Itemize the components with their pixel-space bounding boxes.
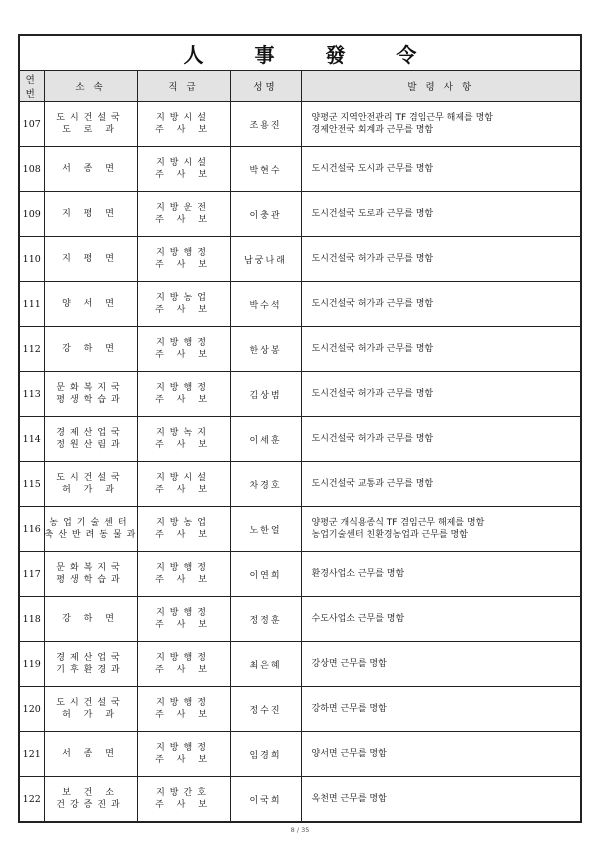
- department-cell: [44, 552, 137, 597]
- order-detail-line: 수도사업소 근무를 명함: [311, 614, 405, 624]
- header-no: 연번: [20, 71, 44, 102]
- order-details-cell: [301, 192, 580, 237]
- department-line: 경제산업국: [56, 428, 125, 438]
- grade-line: 지방행정: [156, 698, 211, 708]
- grade-cell: [137, 327, 230, 372]
- order-details-cell: [301, 732, 580, 777]
- order-details-cell: [301, 327, 580, 372]
- grade-line: 주 사 보: [155, 800, 212, 810]
- row-number: 116: [20, 507, 44, 552]
- grade-cell: [137, 687, 230, 732]
- grade-line: 지방행정: [156, 608, 211, 618]
- employee-name: 임경희: [230, 732, 301, 777]
- department-cell: [44, 777, 137, 822]
- grade-line: 주 사 보: [155, 350, 212, 360]
- department-cell: [44, 732, 137, 777]
- employee-name: 박현수: [230, 147, 301, 192]
- grade-line: 지방행정: [156, 338, 211, 348]
- department-line: 문화복지국: [56, 383, 125, 393]
- employee-name: 이국희: [230, 777, 301, 822]
- grade-line: 주 사 보: [155, 260, 212, 270]
- order-detail-line: 양평군 지역안전관리 TF 겸임근무 해제를 명함: [311, 113, 493, 123]
- grade-cell: [137, 192, 230, 237]
- grade-line: 주 사 보: [155, 755, 212, 765]
- department-line: 도시건설국: [56, 473, 125, 483]
- table-row: [20, 237, 580, 282]
- employee-name: 차경호: [230, 462, 301, 507]
- grade-cell: [137, 597, 230, 642]
- personnel-order-frame: [18, 34, 582, 823]
- document-title: 人 事 發 令: [20, 36, 580, 71]
- employee-name: 노한얼: [230, 507, 301, 552]
- department-line: 양 서 면: [62, 299, 119, 309]
- row-number: 119: [20, 642, 44, 687]
- department-cell: [44, 327, 137, 372]
- department-line: 도시건설국: [56, 113, 125, 123]
- order-detail-line: 도시건설국 허가과 근무를 명함: [311, 344, 434, 354]
- grade-cell: [137, 237, 230, 282]
- row-number: 107: [20, 102, 44, 147]
- employee-name: 남궁나래: [230, 237, 301, 282]
- order-details-cell: [301, 102, 580, 147]
- grade-cell: [137, 462, 230, 507]
- table-row: [20, 192, 580, 237]
- row-number: 122: [20, 777, 44, 822]
- department-cell: [44, 237, 137, 282]
- department-cell: [44, 597, 137, 642]
- department-line: 지 평 면: [62, 209, 119, 219]
- grade-cell: [137, 507, 230, 552]
- row-number: 109: [20, 192, 44, 237]
- department-line: 기후환경과: [56, 665, 125, 675]
- department-cell: [44, 642, 137, 687]
- order-detail-line: 도시건설국 도시과 근무를 명함: [311, 164, 434, 174]
- department-cell: [44, 282, 137, 327]
- row-number: 113: [20, 372, 44, 417]
- employee-name: 이연희: [230, 552, 301, 597]
- department-cell: [44, 102, 137, 147]
- order-details-cell: [301, 372, 580, 417]
- department-line: 평생학습과: [56, 395, 125, 405]
- header-note: 발 령 사 항: [301, 71, 580, 102]
- grade-cell: [137, 282, 230, 327]
- personnel-table: [20, 71, 580, 821]
- grade-line: 주 사 보: [155, 125, 212, 135]
- order-details-cell: [301, 147, 580, 192]
- department-line: 서 종 면: [62, 164, 119, 174]
- order-detail-line: 옥천면 근무를 명함: [311, 794, 387, 804]
- order-details-cell: [301, 282, 580, 327]
- row-number: 108: [20, 147, 44, 192]
- grade-line: 지방간호: [156, 788, 211, 798]
- grade-line: 지방행정: [156, 653, 211, 663]
- grade-line: 주 사 보: [155, 170, 212, 180]
- grade-line: 지방행정: [156, 563, 211, 573]
- department-line: 건강증진과: [56, 800, 125, 810]
- row-number: 110: [20, 237, 44, 282]
- department-line: 축산반려동물과: [44, 530, 141, 540]
- table-row: [20, 552, 580, 597]
- grade-line: 지방행정: [156, 248, 211, 258]
- grade-cell: [137, 372, 230, 417]
- department-line: 강 하 면: [62, 614, 119, 624]
- table-row: [20, 327, 580, 372]
- department-cell: [44, 507, 141, 552]
- table-row: [20, 147, 580, 192]
- employee-name: 정정훈: [230, 597, 301, 642]
- table-row: [20, 462, 580, 507]
- grade-line: 주 사 보: [155, 710, 212, 720]
- grade-line: 주 사 보: [155, 215, 212, 225]
- department-line: 문화복지국: [56, 563, 125, 573]
- order-details-cell: [301, 237, 580, 282]
- department-line: 허 가 과: [62, 485, 119, 495]
- grade-line: 주 사 보: [155, 485, 212, 495]
- order-detail-line: 강상면 근무를 명함: [311, 659, 387, 669]
- department-cell: [44, 417, 137, 462]
- grade-line: 지방시설: [156, 113, 211, 123]
- department-cell: [44, 147, 137, 192]
- employee-name: 정수진: [230, 687, 301, 732]
- order-detail-line: 도시건설국 허가과 근무를 명함: [311, 299, 434, 309]
- grade-line: 지방농업: [156, 293, 211, 303]
- grade-line: 주 사 보: [155, 440, 212, 450]
- order-details-cell: [301, 417, 580, 462]
- table-row: [20, 642, 580, 687]
- grade-cell: [137, 642, 230, 687]
- grade-cell: [137, 732, 230, 777]
- order-detail-line: 도시건설국 허가과 근무를 명함: [311, 389, 434, 399]
- grade-line: 주 사 보: [155, 305, 212, 315]
- table-row: [20, 102, 580, 147]
- department-line: 정원산림과: [56, 440, 125, 450]
- order-details-cell: [301, 597, 580, 642]
- order-detail-line: 경제안전국 회계과 근무를 명함: [311, 125, 434, 135]
- row-number: 121: [20, 732, 44, 777]
- grade-line: 지방시설: [156, 158, 211, 168]
- order-details-cell: [301, 552, 580, 597]
- row-number: 118: [20, 597, 44, 642]
- table-row: [20, 732, 580, 777]
- header-name: 성명: [230, 71, 301, 102]
- grade-cell: [137, 552, 230, 597]
- row-number: 111: [20, 282, 44, 327]
- header-grade: 직 급: [137, 71, 230, 102]
- department-cell: [44, 462, 137, 507]
- department-line: 경제산업국: [56, 653, 125, 663]
- employee-name: 조용진: [230, 102, 301, 147]
- order-details-cell: [301, 462, 580, 507]
- grade-line: 주 사 보: [155, 620, 212, 630]
- order-detail-line: 강하면 근무를 명함: [311, 704, 387, 714]
- employee-name: 김상범: [230, 372, 301, 417]
- order-detail-line: 양평군 개식용종식 TF 겸임근무 해제를 명함: [311, 518, 485, 528]
- department-line: 허 가 과: [62, 710, 119, 720]
- order-detail-line: 양서면 근무를 명함: [311, 749, 387, 759]
- row-number: 120: [20, 687, 44, 732]
- department-cell: [44, 192, 137, 237]
- grade-cell: [137, 777, 230, 822]
- grade-line: 주 사 보: [155, 575, 212, 585]
- table-row: [20, 372, 580, 417]
- row-number: 117: [20, 552, 44, 597]
- header-dept: 소 속: [44, 71, 137, 102]
- employee-name: 이충관: [230, 192, 301, 237]
- order-details-cell: [301, 642, 580, 687]
- table-row: [20, 417, 580, 462]
- row-number: 112: [20, 327, 44, 372]
- department-line: 도 로 과: [62, 125, 119, 135]
- order-detail-line: 도시건설국 교통과 근무를 명함: [311, 479, 434, 489]
- department-line: 지 평 면: [62, 254, 119, 264]
- grade-line: 주 사 보: [155, 665, 212, 675]
- table-body: [20, 102, 580, 822]
- order-detail-line: 도시건설국 허가과 근무를 명함: [311, 434, 434, 444]
- grade-line: 지방농업: [156, 518, 211, 528]
- grade-cell: [137, 147, 230, 192]
- row-number: 114: [20, 417, 44, 462]
- order-details-cell: [301, 687, 580, 732]
- department-line: 농업기술센터: [49, 518, 132, 528]
- table-row: [20, 507, 580, 552]
- table-row: [20, 282, 580, 327]
- grade-line: 지방운전: [156, 203, 211, 213]
- employee-name: 최은혜: [230, 642, 301, 687]
- department-line: 보 건 소: [62, 788, 119, 798]
- order-details-cell: [301, 507, 580, 552]
- order-detail-line: 도시건설국 도로과 근무를 명함: [311, 209, 434, 219]
- grade-line: 주 사 보: [155, 395, 212, 405]
- department-line: 서 종 면: [62, 749, 119, 759]
- order-detail-line: 농업기술센터 친환경농업과 근무를 명함: [311, 530, 468, 540]
- page-indicator: 8 / 35: [290, 826, 310, 834]
- order-detail-line: 도시건설국 허가과 근무를 명함: [311, 254, 434, 264]
- row-number: 115: [20, 462, 44, 507]
- grade-line: 지방행정: [156, 383, 211, 393]
- order-details-cell: [301, 777, 580, 822]
- department-line: 평생학습과: [56, 575, 125, 585]
- grade-line: 주 사 보: [155, 530, 212, 540]
- order-detail-line: 환경사업소 근무를 명함: [311, 569, 405, 579]
- grade-cell: [137, 102, 230, 147]
- table-row: [20, 777, 580, 822]
- employee-name: 한상봉: [230, 327, 301, 372]
- department-line: 강 하 면: [62, 344, 119, 354]
- department-cell: [44, 687, 137, 732]
- grade-line: 지방행정: [156, 743, 211, 753]
- department-line: 도시건설국: [56, 698, 125, 708]
- grade-line: 지방녹지: [156, 428, 211, 438]
- grade-cell: [137, 417, 230, 462]
- table-row: [20, 687, 580, 732]
- employee-name: 이세훈: [230, 417, 301, 462]
- table-header-row: [20, 71, 580, 102]
- department-cell: [44, 372, 137, 417]
- employee-name: 박수석: [230, 282, 301, 327]
- grade-line: 지방시설: [156, 473, 211, 483]
- table-row: [20, 597, 580, 642]
